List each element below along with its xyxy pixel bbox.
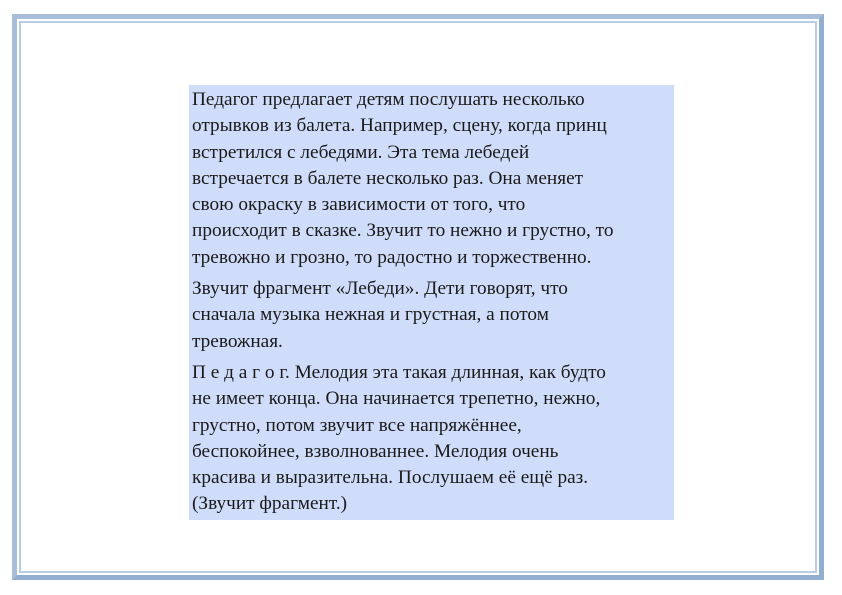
paragraph-fragment: Звучит фрагмент «Лебеди». Дети говорят, что сначала музыка нежная и грустная, а потом тревожная. <box>192 278 568 352</box>
paragraph-teacher: П е д а г о г. Мелодия эта такая длинная, как будто не имеет конца. Она начинается трепетно, нежно, грустно, потом звучит все напряжённее, беспокойнее, взволнованнее. Мелодия очень красива и выразительна. Послушаем её ещё раз. (Звучит фрагмент.) <box>192 361 606 515</box>
text-box <box>189 85 674 520</box>
paragraph-intro: Педагог предлагает детям послушать несколько отрывков из балета. Например, сцену, когда принц встретился с лебедями. Эта тема лебедей встречается в балете несколько раз. Она меняет свою окраску в зависимости от того, что происходит в сказке. Звучит то нежно и грустно, то тревожно и грозно, то радостно и торжественно. <box>192 89 614 268</box>
